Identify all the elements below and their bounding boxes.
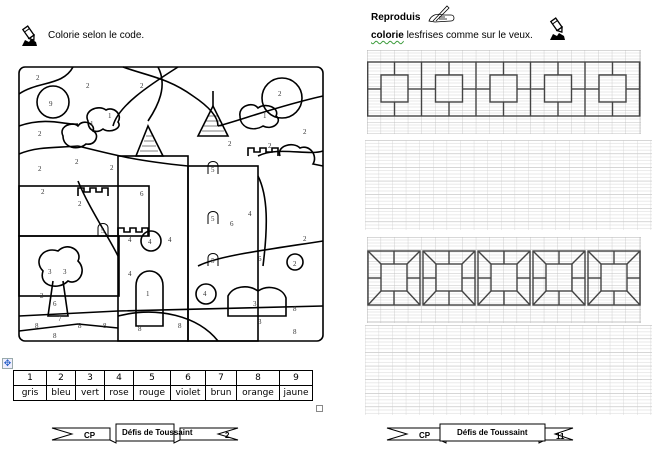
svg-text:4: 4 xyxy=(128,236,132,244)
svg-text:2: 2 xyxy=(86,82,90,90)
pencil-icon xyxy=(548,17,570,41)
svg-text:1: 1 xyxy=(146,290,150,298)
svg-text:4: 4 xyxy=(248,210,252,218)
svg-text:2: 2 xyxy=(268,142,272,150)
code-color-9: jaune xyxy=(280,386,313,401)
code-number-1: 1 xyxy=(14,371,47,386)
svg-text:3: 3 xyxy=(48,268,52,276)
svg-text:2: 2 xyxy=(41,188,45,196)
svg-text:1: 1 xyxy=(90,120,94,128)
color-code-table xyxy=(13,370,313,401)
code-number-5: 5 xyxy=(134,371,171,386)
code-number-7: 7 xyxy=(206,371,237,386)
svg-text:8: 8 xyxy=(103,322,107,330)
svg-text:4: 4 xyxy=(203,290,207,298)
code-color-3: vert xyxy=(76,386,105,401)
footer-title: Défis de Toussaint xyxy=(122,428,193,437)
svg-text:6: 6 xyxy=(140,190,144,198)
svg-text:3: 3 xyxy=(258,318,262,326)
instruction-colorie-rest: lesfrises comme sur le veux. xyxy=(403,30,533,41)
svg-text:2: 2 xyxy=(38,165,42,173)
svg-text:3: 3 xyxy=(253,300,257,308)
code-color-2: bleu xyxy=(47,386,76,401)
svg-text:8: 8 xyxy=(293,328,297,336)
code-color-7: brun xyxy=(206,386,237,401)
svg-text:9: 9 xyxy=(49,100,53,108)
code-number-2: 2 xyxy=(47,371,76,386)
code-color-5: rouge xyxy=(134,386,171,401)
svg-text:4: 4 xyxy=(128,270,132,278)
footer-level: CP xyxy=(419,431,431,440)
table-move-handle-icon[interactable]: ✥ xyxy=(3,358,12,368)
code-number-6: 6 xyxy=(171,371,206,386)
color-code-numbers-row xyxy=(14,371,313,386)
code-color-4: rose xyxy=(105,386,134,401)
instruction-text: Colorie selon le code. xyxy=(48,30,145,41)
svg-text:8: 8 xyxy=(293,305,297,313)
instruction-reproduis: Reproduis xyxy=(371,12,421,23)
svg-text:2: 2 xyxy=(75,158,79,166)
svg-text:2: 2 xyxy=(278,90,282,98)
svg-text:5: 5 xyxy=(211,257,215,265)
svg-text:7: 7 xyxy=(58,315,62,323)
footer-page-number: 2 xyxy=(225,431,230,440)
code-color-1: gris xyxy=(14,386,47,401)
footer-level: CP xyxy=(84,431,96,440)
svg-text:6: 6 xyxy=(258,255,262,263)
svg-text:8: 8 xyxy=(35,322,39,330)
footer-page-number: 11 xyxy=(556,432,565,441)
svg-text:8: 8 xyxy=(53,332,57,340)
svg-text:5: 5 xyxy=(211,215,215,223)
svg-text:8: 8 xyxy=(178,322,182,330)
code-number-8: 8 xyxy=(237,371,280,386)
table-resize-handle[interactable] xyxy=(316,405,323,412)
code-number-3: 3 xyxy=(76,371,105,386)
svg-text:8: 8 xyxy=(78,322,82,330)
svg-text:4: 4 xyxy=(148,238,152,246)
code-color-8: orange xyxy=(237,386,280,401)
code-color-6: violet xyxy=(171,386,206,401)
svg-text:2: 2 xyxy=(40,292,44,300)
svg-text:2: 2 xyxy=(140,82,144,90)
footer-title: Défis de Toussaint xyxy=(457,428,528,437)
pencil-icon xyxy=(20,25,42,47)
svg-text:5: 5 xyxy=(211,166,215,174)
svg-text:6: 6 xyxy=(53,300,57,308)
color-code-colors-row xyxy=(14,386,313,401)
svg-text:5: 5 xyxy=(101,227,105,235)
practice-grid-1[interactable] xyxy=(365,140,652,230)
frieze-model-2 xyxy=(367,237,641,323)
practice-grid-2[interactable] xyxy=(365,325,652,415)
svg-text:8: 8 xyxy=(138,325,142,333)
writing-hand-icon xyxy=(425,3,457,25)
svg-text:3: 3 xyxy=(63,268,67,276)
svg-text:1: 1 xyxy=(108,112,112,120)
instruction-colorie-word: colorie xyxy=(371,30,404,41)
svg-text:2: 2 xyxy=(228,140,232,148)
svg-text:2: 2 xyxy=(110,164,114,172)
code-number-4: 4 xyxy=(105,371,134,386)
footer-banner-right xyxy=(385,422,575,446)
svg-text:2: 2 xyxy=(78,200,82,208)
instruction-colorie xyxy=(371,30,533,41)
footer-banner-left xyxy=(50,422,240,446)
svg-text:2: 2 xyxy=(36,74,40,82)
code-number-9: 9 xyxy=(280,371,313,386)
svg-text:2: 2 xyxy=(38,130,42,138)
svg-text:2: 2 xyxy=(303,235,307,243)
svg-text:6: 6 xyxy=(230,220,234,228)
coloring-picture xyxy=(18,66,324,342)
frieze-model-1 xyxy=(367,50,641,134)
svg-text:4: 4 xyxy=(168,236,172,244)
svg-text:2: 2 xyxy=(303,128,307,136)
svg-text:2: 2 xyxy=(293,260,297,268)
svg-text:1: 1 xyxy=(263,112,267,120)
